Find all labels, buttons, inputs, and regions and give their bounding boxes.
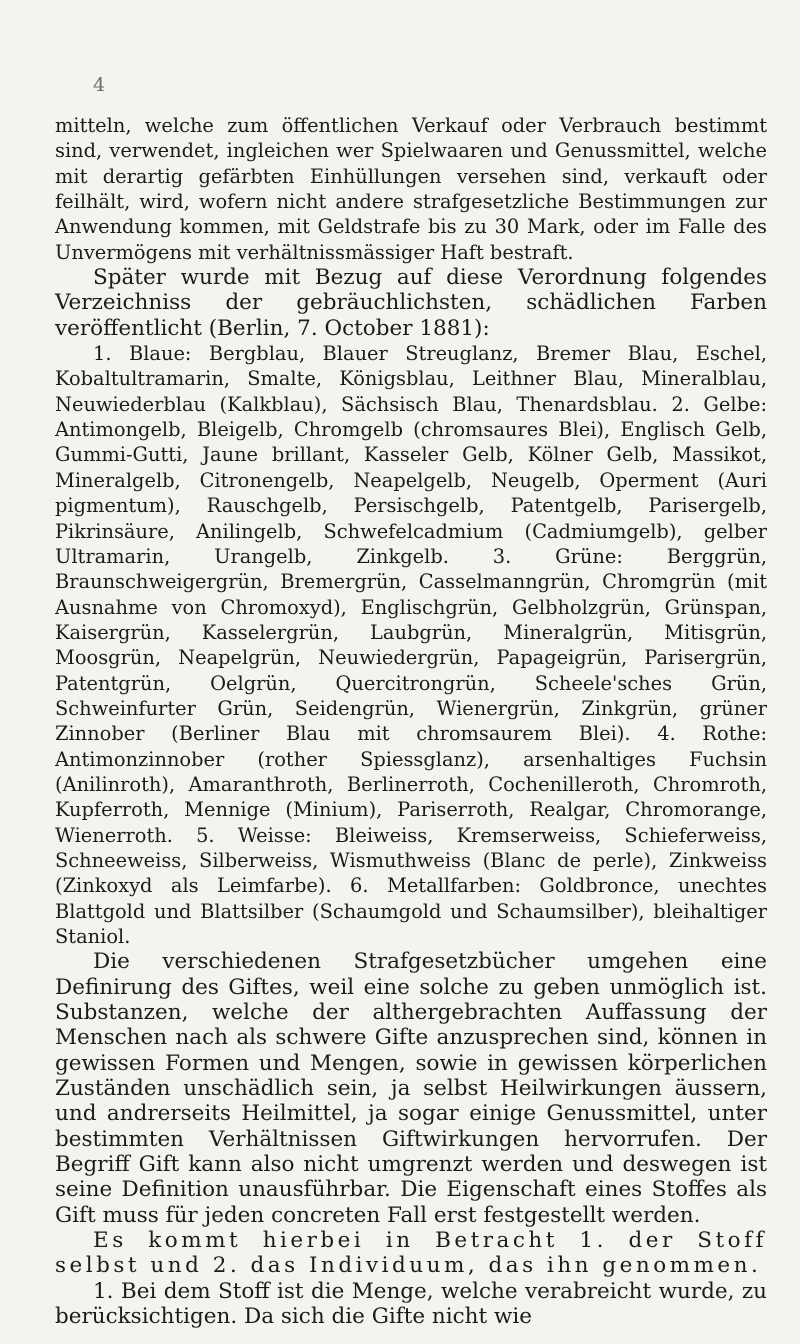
paragraph-pigment-list: 1. Blaue: Bergblau, Blauer Streuglanz, Bremer Blau, Eschel, Kobaltultramarin, Smalte, Königsblau, Leithner Blau, Mineralblau, Neuwiederblau (Kalkblau), Sächsisch Blau, Thenardsblau. 2. Gelbe: Antimongelb, Bleigelb, Chromgelb (chromsaures Blei), Englisch Gelb, Gummi-Gutti, Jaune brillant, Kasseler Gelb, Kölner Gelb, Massikot, Mineralgelb, Citronengelb, Neapelgelb, Neugelb, Operment (Auri pigmentum), Rauschgelb, Persischgelb, Patentgelb, Parisergelb, Pikrinsäure, Anilingelb, Schwefelcadmium (Cadmiumgelb), gelber Ultramarin, Urangelb, Zinkgelb. 3. Grüne: Berggrün, Braunschweigergrün, Bremergrün, Casselmanngrün, Chromgrün (mit Ausnahme von Chromoxyd), Englischgrün, Gelbholzgrün, Grünspan, Kaisergrün, Kasselergrün, Laubgrün, Mineralgrün, Mitisgrün, Moosgrün, Neapelgrün, Neuwiedergrün, Papageigrün, Parisergrün, Patentgrün, Oelgrün, Quercitrongrün, Scheele'sches Grün, Schweinfurter Grün, Seidengrün, Wienergrün, Zinkgrün, grüner Zinnober (Berliner Blau mit chromsaurem Blei). 4. Rothe: Antimonzinnober (rother Spiessglanz), arsenhaltiges Fuchsin (Anilinroth), Amaranthroth, Berlinerroth, Cochenilleroth, Chromroth, Kupferroth, Mennige (Minium), Pariserroth, Realgar, Chromorange, Wienerroth. 5. Weisse: Bleiweiss, Kremserweiss, Schieferweiss, Schneeweiss, Silberweiss, Wismuthweiss (Blanc de perle), Zinkweiss (Zinkoxyd als Leimfarbe). 6. Metallfarben: Goldbronce, unechtes Blattgold und Blattsilber (Schaumgold und Schaumsilber), bleihaltiger Staniol. [55, 342, 767, 948]
paragraph-poison-definition: Die verschiedenen Strafgesetzbücher umgehen eine Definirung des Giftes, weil eine solche zu geben unmöglich ist. Substanzen, welche der althergebrachten Auffassung der Menschen nach als schwere Gifte anzusprechen sind, können in gewissen Formen und Mengen, sowie in gewissen körperlichen Zuständen unschädlich sein, ja selbst Heilwirkungen äussern, und andrerseits Heilmittel, ja sogar einige Genussmittel, unter bestimmten Verhältnissen Giftwirkungen hervorrufen. Der Begriff Gift kann also nicht umgrenzt werden und deswegen ist seine Definition unausführbar. Die Eigenschaft eines Stoffes als Gift muss für jeden concreten Fall erst festgestellt werden. [55, 949, 767, 1228]
paragraph-considerations: Es kommt hierbei in Betracht 1. der Stoff selbst und 2. das Individuum, das ihn genommen. [55, 1228, 767, 1279]
paragraph-substance-quantity: 1. Bei dem Stoff ist die Menge, welche verabreicht wurde, zu berücksichtigen. Da sich die Gifte nicht wie [55, 1278, 767, 1330]
page-number: 4 [93, 74, 106, 96]
body-text [55, 113, 767, 1330]
paragraph-penalty-clause: mitteln, welche zum öffentlichen Verkauf oder Verbrauch bestimmt sind, verwendet, ingleichen wer Spielwaaren und Genussmittel, welche mit derartig gefärbten Einhüllungen versehen sind, verkauft oder feilhält, wird, wofern nicht andere strafgesetzliche Bestimmungen zur Anwendung kommen, mit Geldstrafe bis zu 30 Mark, oder im Falle des Unvermögens mit verhältnissmässiger Haft bestraft. [55, 114, 767, 264]
paragraph-pigment-list-intro: Später wurde mit Bezug auf diese Verordnung folgendes Verzeichniss der gebräuchlichsten, schädlichen Farben veröffentlicht (Berlin, 7. October 1881): [55, 265, 767, 341]
